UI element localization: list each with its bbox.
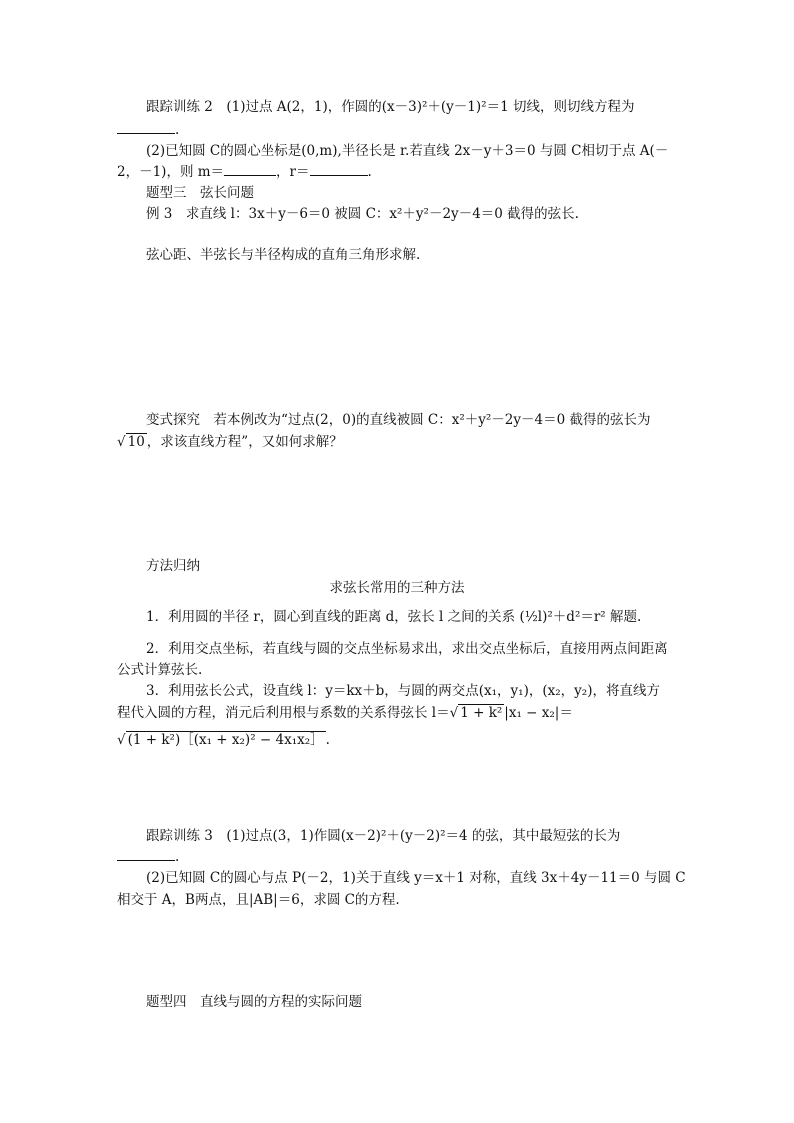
training2-line1: 跟踪训练 2 (1)过点 A(2，1)，作圆的(x－3)²＋(y－1)²＝1 切线，则切线方程为 xyxy=(146,99,635,115)
training2-line4-b: ，r＝ xyxy=(276,164,310,180)
method-item3-line2-tail: |x₁ − x₂|＝ xyxy=(504,705,573,721)
training3-line4: 相交于 A，B两点，且|AB|＝6，求圆 C的方程. xyxy=(117,892,400,908)
sqrt-expression: √ (1 + k²)［(x₁ + x₂)² − 4x₁x₂］ xyxy=(117,732,324,748)
training2-line4-c: . xyxy=(367,164,372,180)
method-item3-line2 xyxy=(117,704,573,722)
training2-line4 xyxy=(117,163,372,181)
period: . xyxy=(175,849,180,865)
answer-blank-m[interactable] xyxy=(224,163,276,176)
answer-blank-r[interactable] xyxy=(310,163,368,176)
method-item3-line1: 3．利用弦长公式，设直线 l：y＝kx＋b，与圆的两交点(x₁，y₁)，(x₂，y₂)，将直线方 xyxy=(146,683,660,699)
training3-line2 xyxy=(117,848,179,866)
training2-line2 xyxy=(117,121,179,139)
training3-line3: (2)已知圆 C的圆心与点 P(－2，1)关于直线 y＝x＋1 对称，直线 3x＋4y－11＝0 与圆 C xyxy=(146,870,686,886)
training2-line4-a: 2，－1)，则 m＝ xyxy=(117,164,225,180)
method-item3-line2-text: 程代入圆的方程，消元后利用根与系数的关系得弦长 l＝ xyxy=(117,705,450,721)
method-item3-line3-end: . xyxy=(325,732,330,748)
variant-line2-rest: ，求该直线方程”，又如何求解？ xyxy=(146,434,343,450)
method-title: 求弦长常用的三种方法 xyxy=(329,580,465,596)
training2-line3: (2)已知圆 C的圆心坐标是(0,m),半径长是 r.若直线 2x－y＋3＝0 与圆 C相切于点 A(－ xyxy=(146,143,669,159)
answer-blank[interactable] xyxy=(117,121,175,134)
method-heading: 方法归纳 xyxy=(146,558,200,574)
answer-blank[interactable] xyxy=(117,848,175,861)
example3: 例 3 求直线 l：3x＋y－6＝0 被圆 C：x²＋y²－2y－4＝0 截得的弦长. xyxy=(146,206,579,222)
method-item2-line1: 2．利用交点坐标，若直线与圆的交点坐标易求出，求出交点坐标后，直接用两点间距离 xyxy=(146,641,668,657)
period: . xyxy=(175,122,180,138)
method-item1: 1．利用圆的半径 r，圆心到直线的距离 d，弦长 l 之间的关系 (½l)²＋d²＝r² 解题. xyxy=(146,609,642,625)
variant-line1: 变式探究 若本例改为“过点(2，0)的直线被圆 C：x²＋y²－2y－4＝0 截得的弦长为 xyxy=(146,412,651,428)
type4-heading: 题型四 直线与圆的方程的实际问题 xyxy=(146,994,362,1010)
variant-line2 xyxy=(117,433,343,451)
sqrt-expression: √ 1 + k² xyxy=(449,705,503,721)
method-item2-line2: 公式计算弦长. xyxy=(117,662,203,678)
training3-line1: 跟踪训练 3 (1)过点(3，1)作圆(x－2)²＋(y－2)²＝4 的弦，其中最短弦的长为 xyxy=(146,828,621,844)
example3-hint: 弦心距、半弦长与半径构成的直角三角形求解. xyxy=(146,247,421,263)
type3-heading: 题型三 弦长问题 xyxy=(146,185,254,201)
sqrt-expression: √ 10 xyxy=(117,434,145,450)
method-item3-line3 xyxy=(117,731,330,749)
